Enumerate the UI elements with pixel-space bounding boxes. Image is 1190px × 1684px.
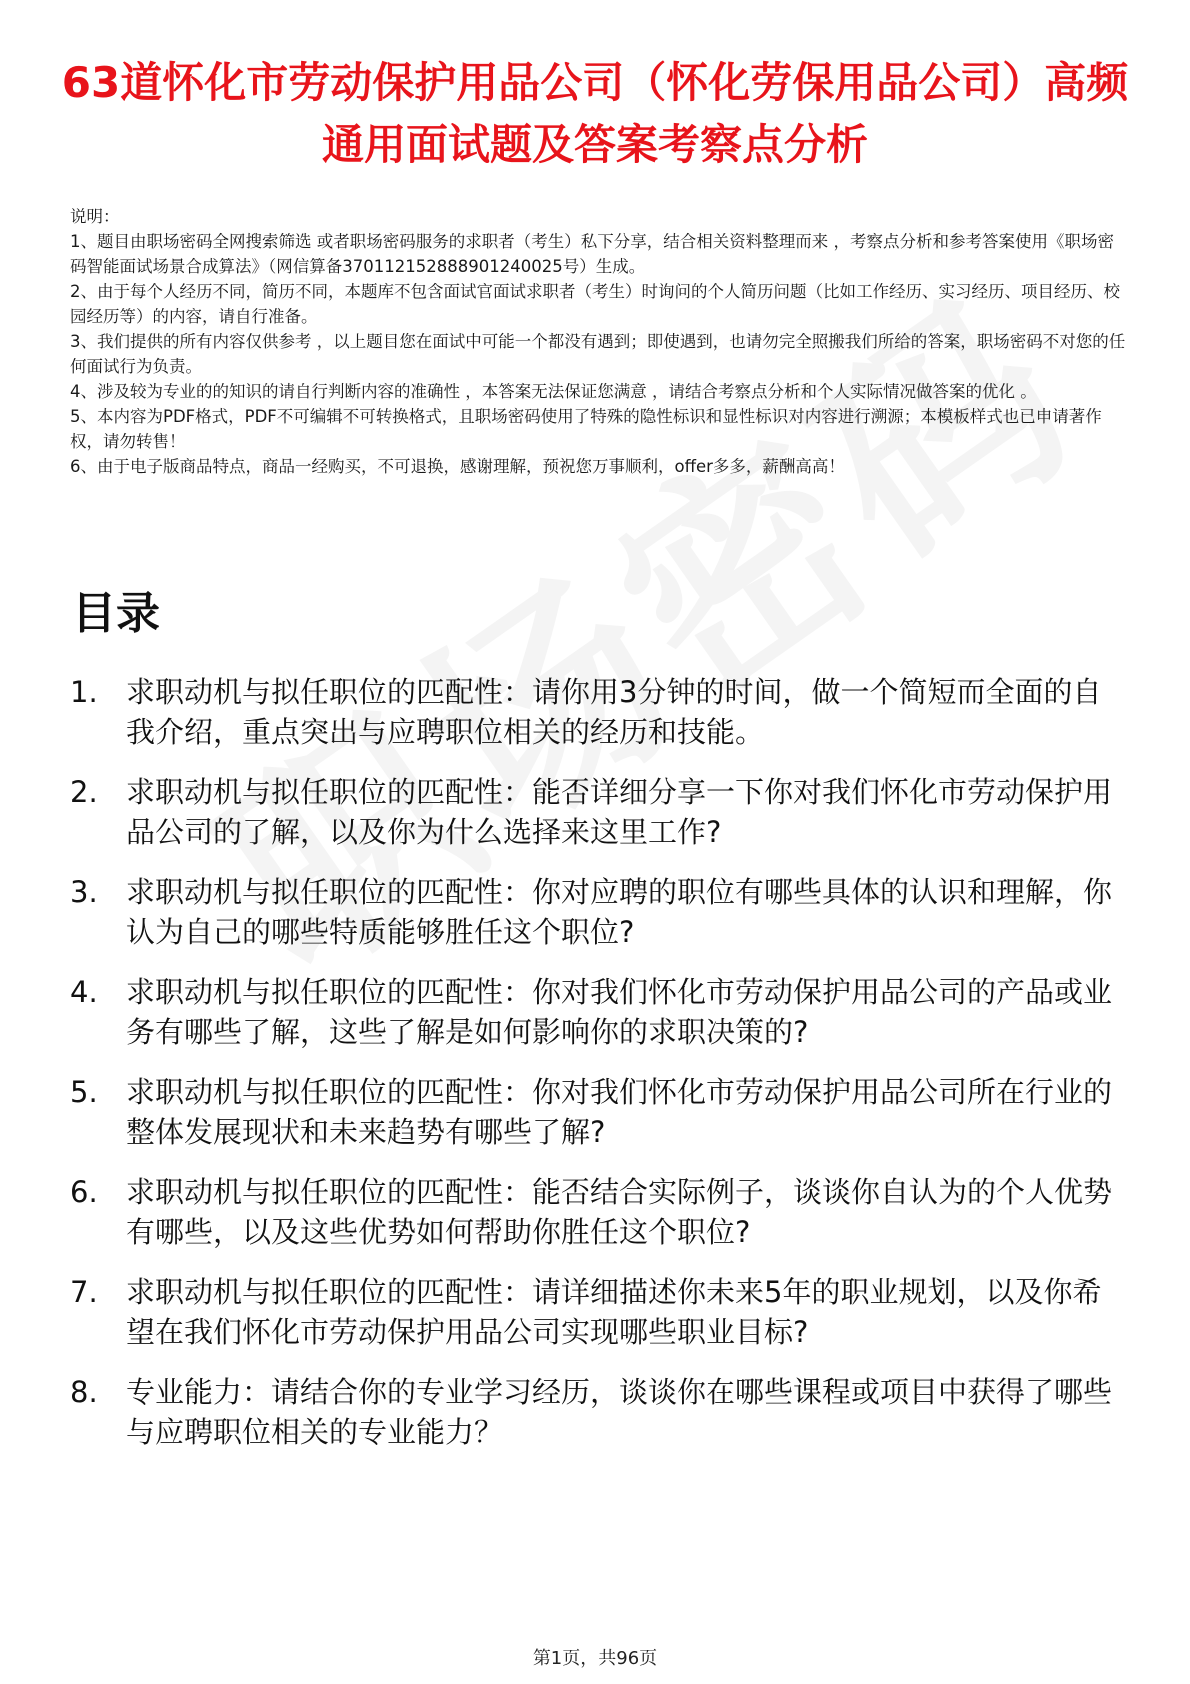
- toc-item-text: 求职动机与拟任职位的匹配性：能否详细分享一下你对我们怀化市劳动保护用品公司的了解，以及你为什么选择来这里工作?: [126, 775, 1113, 849]
- toc-item[interactable]: [70, 1072, 1130, 1152]
- notes-heading: 说明：: [70, 207, 120, 226]
- note-item: 1、题目由职场密码全网搜索筛选 或者职场密码服务的求职者（考生）私下分享，结合相关资料整理而来 ，考察点分析和参考答案使用《职场密码智能面试场景合成算法》（网信算备370112152888901240025号）生成。: [70, 232, 1114, 276]
- table-of-contents: [70, 672, 1130, 1472]
- toc-item-text: 求职动机与拟任职位的匹配性：能否结合实际例子，谈谈你自认为的个人优势有哪些，以及这些优势如何帮助你胜任这个职位?: [126, 1175, 1113, 1249]
- toc-item[interactable]: [70, 1372, 1130, 1452]
- toc-item-text: 求职动机与拟任职位的匹配性：你对应聘的职位有哪些具体的认识和理解，你认为自己的哪些特质能够胜任这个职位?: [126, 875, 1113, 949]
- toc-item-number: 7.: [70, 1275, 98, 1309]
- toc-item-number: 5.: [70, 1075, 98, 1109]
- toc-heading: 目录: [72, 588, 160, 639]
- note-item: 2、由于每个人经历不同，简历不同，本题库不包含面试官面试求职者（考生）时询问的个人简历问题（比如工作经历、实习经历、项目经历、校园经历等）的内容，请自行准备。: [70, 282, 1120, 326]
- toc-item-number: 2.: [70, 775, 98, 809]
- toc-item-text: 求职动机与拟任职位的匹配性：请你用3分钟的时间，做一个简短而全面的自我介绍，重点突出与应聘职位相关的经历和技能。: [126, 675, 1102, 749]
- toc-item-number: 3.: [70, 875, 98, 909]
- toc-item[interactable]: [70, 972, 1130, 1052]
- toc-item-text: 求职动机与拟任职位的匹配性：你对我们怀化市劳动保护用品公司的产品或业务有哪些了解，这些了解是如何影响你的求职决策的?: [126, 975, 1113, 1049]
- note-item: 5、本内容为PDF格式，PDF不可编辑不可转换格式，且职场密码使用了特殊的隐性标识和显性标识对内容进行溯源；本模板样式也已申请著作权，请勿转售！: [70, 407, 1102, 451]
- toc-item-number: 1.: [70, 675, 98, 709]
- toc-item[interactable]: [70, 672, 1130, 752]
- toc-item-text: 专业能力：请结合你的专业学习经历，谈谈你在哪些课程或项目中获得了哪些与应聘职位相关的专业能力？: [126, 1375, 1113, 1449]
- toc-item[interactable]: [70, 1272, 1130, 1352]
- toc-item-number: 6.: [70, 1175, 98, 1209]
- toc-item-text: 求职动机与拟任职位的匹配性：你对我们怀化市劳动保护用品公司所在行业的整体发展现状和未来趋势有哪些了解?: [126, 1075, 1113, 1149]
- notes-section: [70, 204, 1130, 479]
- toc-item[interactable]: [70, 772, 1130, 852]
- toc-item[interactable]: [70, 872, 1130, 952]
- toc-item-number: 8.: [70, 1375, 98, 1409]
- note-item: 3、我们提供的所有内容仅供参考 ，以上题目您在面试中可能一个都没有遇到；即使遇到，也请勿完全照搬我们所给的答案，职场密码不对您的任何面试行为负责。: [70, 332, 1126, 376]
- document-title: 63道怀化市劳动保护用品公司（怀化劳保用品公司）高频通用面试题及答案考察点分析: [61, 58, 1129, 169]
- toc-item-number: 4.: [70, 975, 98, 1009]
- toc-item-text: 求职动机与拟任职位的匹配性：请详细描述你未来5年的职业规划，以及你希望在我们怀化市劳动保护用品公司实现哪些职业目标?: [126, 1275, 1102, 1349]
- toc-item[interactable]: [70, 1172, 1130, 1252]
- note-item: 6、由于电子版商品特点，商品一经购买，不可退换，感谢理解，预祝您万事顺利，offer多多，薪酬高高！: [70, 457, 845, 476]
- note-item: 4、涉及较为专业的的知识的请自行判断内容的准确性 ，本答案无法保证您满意 ，请结合考察点分析和个人实际情况做答案的优化 。: [70, 382, 1037, 401]
- page-footer: 第1页，共96页: [532, 1648, 658, 1669]
